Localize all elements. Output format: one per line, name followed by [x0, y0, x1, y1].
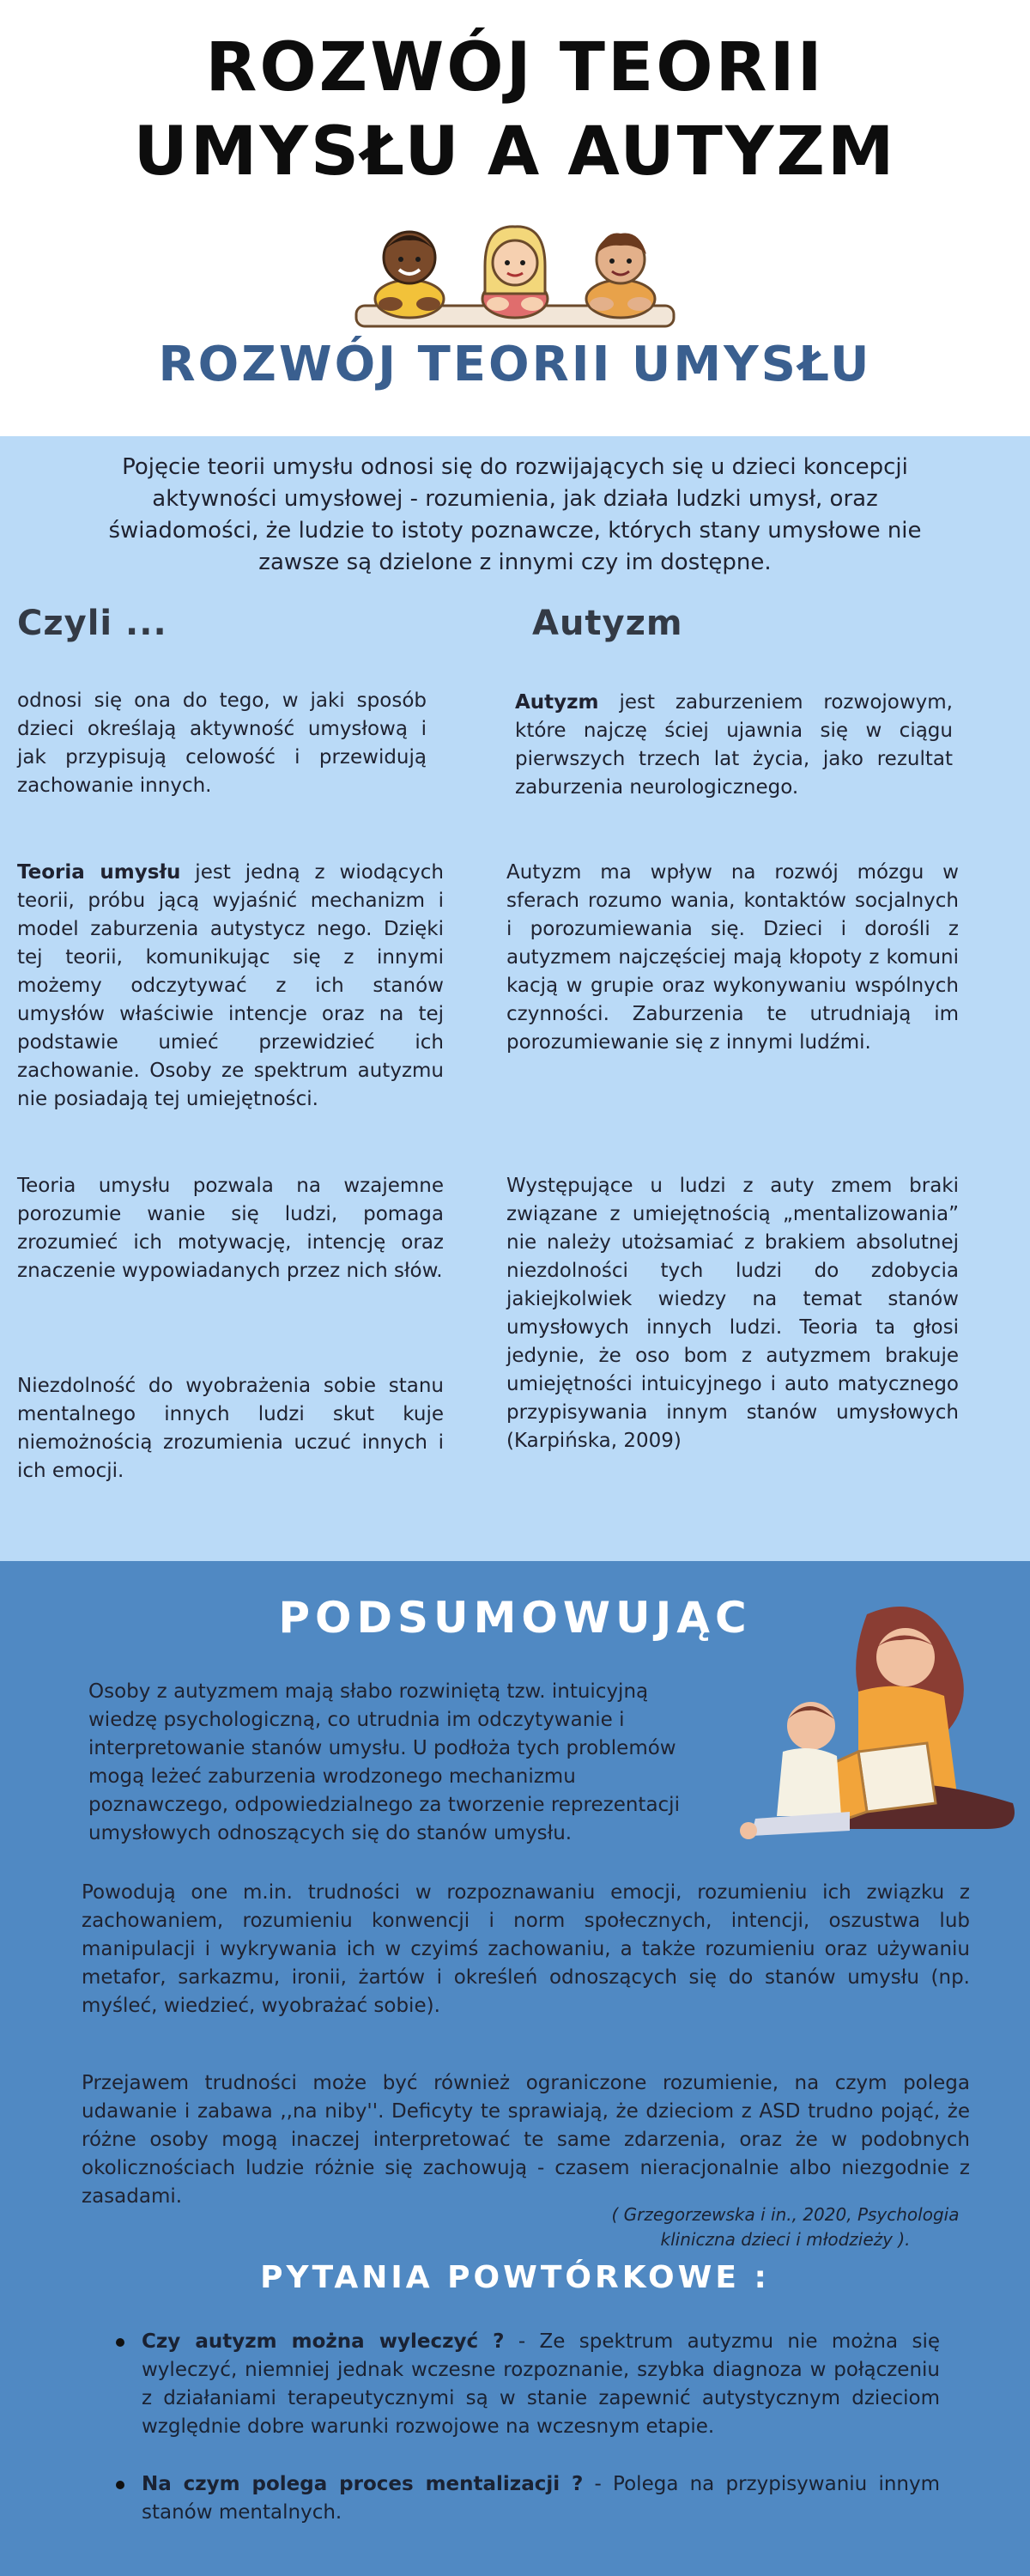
question-text-2: Na czym polega proces mentalizacji ?	[142, 2473, 584, 2495]
child-left-icon	[375, 232, 444, 318]
answer-text-1: - Ze spektrum autyzmu nie można się wyleczyć, niemniej jednak wczesne rozpoznanie, szybka diagnoza w połączeniu z działaniami terapeutycznymi są w stanie zapewnić autystycznym dzieciom względnie dobre warunki rozwojowe na wczesnym etapie.	[142, 2330, 940, 2438]
bullet-icon	[116, 2338, 124, 2347]
right-paragraph-1-text: jest zaburzeniem rozwojowym, które najczę ściej ujawnia się w ciągu pierwszych trzech lat życia, jako rezultat zaburzenia neurologicznego.	[515, 691, 953, 799]
child-right-icon	[586, 234, 655, 319]
left-paragraph-3: Teoria umysłu pozwala na wzajemne porozumie wanie się ludzi, pomaga zrozumieć ich motywację, intencję oraz znaczenie wypowiadanych przez nich słów.	[17, 1175, 444, 1282]
mother-reading-illustration	[730, 1597, 1021, 1855]
right-paragraph-2: Autyzm ma wpływ na rozwój mózgu w sferach rozumo wania, kontaktów socjalnych i porozumiewania się. Dzieci i dorośli z autyzmem najczęściej mają kłopoty z komuni kacją w grupie oraz wykonywaniu wspólnych czynności. Zaburzenia te utrudniają im porozumiewanie się z innymi ludźmi.	[506, 861, 959, 1054]
left-paragraph-1: odnosi się ona do tego, w jaki sposób dzieci określają aktywność umysłową i jak przypisują celowość i przewidują zachowanie innych.	[17, 690, 427, 797]
citation: ( Grzegorzewska i in., 2020, Psychologia kliniczna dzieci i młodzieży ).	[611, 2204, 960, 2250]
answer-text-2: - Polega na przypisywaniu innym stanów mentalnych.	[142, 2473, 941, 2524]
question-item-2	[142, 2470, 940, 2527]
questions-heading: PYTANIA POWTÓRKOWE :	[260, 2260, 770, 2295]
page-title	[0, 26, 1030, 194]
intro-paragraph: Pojęcie teorii umysłu odnosi się do rozwijających się u dzieci koncepcji aktywności umysłowej - rozumienia, jak działa ludzki umysł, oraz świadomości, że ludzie to istoty poznawcze, których stany umysłowe nie zawsze są dzielone z innymi czy im dostępne.	[108, 454, 922, 575]
left-paragraph-2	[17, 859, 444, 1114]
bullet-icon	[116, 2481, 124, 2489]
left-paragraph-2-bold: Teoria umysłu	[17, 861, 181, 884]
summary-paragraph-1: Osoby z autyzmem mają słabo rozwiniętą tzw. intuicyjną wiedzę psychologiczną, co utrudnia im odczytywanie i interpretowanie stanów umysłu. U podłoża tych problemów mogą leżeć zaburzenia wrodzonego mechanizmu poznawczego, odpowiedzialnego za tworzenie reprezentacji umysłowych odnoszących się do stanów umysłu.	[88, 1680, 680, 1844]
summary-paragraph-2: Powodują one m.in. trudności w rozpoznawaniu emocji, rozumieniu ich związku z zachowaniem, rozumieniu konwencji i norm społecznych, intencji, oszustwa lub manipulacji i wykrywania ich w czyimś zachowaniu, a także rozumieniu oraz używaniu metafor, sarkazmu, ironii, żartów i określeń odnoszących się do stanów umysłu (np. myśleć, wiedzieć, wyobrażać sobie).	[82, 1881, 970, 2017]
left-column-heading: Czyli ...	[17, 604, 167, 643]
child-middle-icon	[482, 227, 548, 318]
right-paragraph-3: Występujące u ludzi z auty zmem braki związane z umiejętnością „mentalizowania” nie należy utożsamiać z brakiem absolutnej niezdolności tych ludzi do zdobycia jakiejkolwiek wiedzy na temat stanów umysłowych innych ludzi. Teoria ta głosi jedynie, że oso bom z autyzmem brakuje umiejętności intuicyjnego i auto matycznego przypisywania innym stanów umysłowych (Karpińska, 2009)	[506, 1175, 959, 1452]
left-paragraph-2-text: jest jedną z wiodących teorii, próbu jącą wyjaśnić mechanizm i model zaburzenia autystycz nego. Dzięki tej teorii, komunikując się z innymi możemy odczytywać z ich stanów umysłów właściwie intencje oraz na tej podstawie umieć przewidzieć ich zachowanie. Osoby ze spektrum autyzmu nie posiadają tej umiejętności.	[17, 861, 444, 1110]
section-subtitle: ROZWÓJ TEORII UMYSŁU	[158, 337, 872, 392]
children-illustration	[348, 215, 682, 335]
right-column-heading: Autyzm	[532, 604, 683, 643]
title-line-1: ROZWÓJ TEORII	[205, 29, 825, 106]
question-text-1: Czy autyzm można wyleczyć ?	[142, 2330, 505, 2353]
summary-paragraph-3: Przejawem trudności może być również ograniczone rozumienie, na czym polega udawanie i zabawa ,,na niby''. Deficyty te sprawiają, że dzieciom z ASD trudno pojąć, że różne osoby mogą inaczej interpretować te same zdarzenia, oraz że w podobnych okolicznościach ludzie różnie się zachowują - czasem nieracjonalnie albo niezgodnie z zasadami.	[82, 2072, 970, 2208]
question-item-1	[142, 2328, 940, 2441]
summary-heading: PODSUMOWUJĄC	[278, 1593, 752, 1643]
right-paragraph-1	[515, 689, 953, 802]
right-paragraph-1-bold: Autyzm	[515, 691, 599, 714]
left-paragraph-4: Niezdolność do wyobrażenia sobie stanu mentalnego innych ludzi skut kuje niemożnością zrozumienia uczuć innych i ich emocji.	[17, 1375, 444, 1482]
title-line-2: UMYSŁU A AUTYZM	[133, 113, 897, 191]
